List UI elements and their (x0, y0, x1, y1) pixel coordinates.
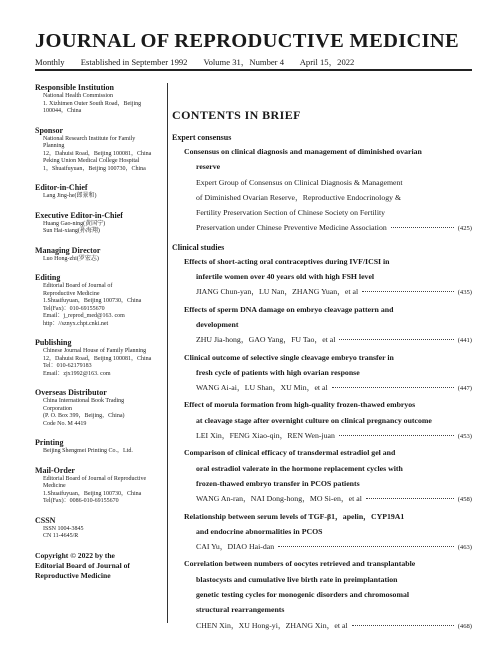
volume-number: Volume 31，Number 4 (203, 57, 284, 67)
title-line: development (196, 319, 239, 329)
dot-leader (332, 387, 454, 388)
dot-leader (278, 546, 454, 547)
sidebar-line: National Health Commission (43, 93, 113, 99)
dot-leader (366, 498, 454, 499)
sidebar-line: Beijing Shengmei Printing Co.，Ltd. (43, 448, 133, 454)
author-names: ZHU Jia-hong，GAO Yang，FU Tao，et al (196, 335, 336, 345)
author-names: CAI Yu，DIAO Hai-dan (196, 542, 275, 552)
toc-item-title (172, 397, 472, 428)
sidebar-line: Tel(Fax)：010-69155670 (43, 305, 105, 312)
sidebar-heading: Executive Editor-in-Chief (35, 210, 123, 220)
sidebar-line: Tel：010-62179183 (43, 363, 92, 369)
sidebar-line: 1，Shuaifuyuan，Beijing 100730，China (43, 165, 146, 172)
title-line: oral estradiol valerate in the hormone replacement cycles with (196, 463, 403, 473)
sidebar-block (35, 246, 165, 264)
dot-leader (352, 625, 454, 626)
sidebar-line: Reproductive Medicine (43, 290, 100, 297)
toc-item-title (172, 144, 472, 175)
toc-item[interactable] (172, 509, 472, 556)
title-line: Effect of morula formation from high-quality frozen-thawed embryos (184, 400, 416, 410)
toc-item[interactable] (172, 254, 472, 301)
issue-date: April 15，2022 (299, 57, 355, 67)
toc-item-authors (172, 539, 472, 555)
author-line: Preservation under Chinese Preventive Medicine Association (196, 223, 387, 233)
toc-item-authors (172, 332, 472, 348)
title-line: Relationship between serum levels of TGF-β1，apelin，CYP19A1 (184, 511, 405, 521)
title-line: Effects of short-acting oral contraceptives during IVF/ICSI in (184, 256, 390, 266)
toc-item[interactable] (172, 397, 472, 444)
sidebar-line: 100044，China (43, 108, 82, 114)
sidebar-line: Tel(Fax)：0086-010-69155670 (43, 498, 119, 504)
dot-leader (362, 291, 454, 292)
page-number: (463) (457, 544, 472, 552)
toc-item-title (172, 350, 472, 381)
sidebar-heading: Sponsor (35, 125, 64, 135)
toc-item-authors (172, 175, 472, 237)
sidebar-heading: Editor-in-Chief (35, 183, 88, 192)
page-number: (458) (457, 496, 472, 504)
sidebar-block (35, 211, 165, 236)
sidebar-line: Luo Hong-zhi(罗宏志) (43, 255, 99, 262)
masthead (35, 56, 475, 68)
sidebar-line: Editorial Board of Journal of (43, 283, 113, 289)
sidebar-line: 1. Xizhimen Outer South Road，Beijing (43, 100, 142, 107)
toc-item-title (172, 302, 472, 333)
author-line: Fertility Preservation Section of Chinese Society on Fertility (196, 208, 386, 218)
toc-item-authors (172, 284, 472, 300)
sidebar-heading: Printing (35, 438, 64, 447)
title-line: at cleavage stage after overnight culture on clinical pregnancy outcome (196, 415, 432, 425)
sidebar-line: http：//sznyx.chpt.cnki.net (43, 320, 109, 327)
sidebar-heading: CSSN (35, 515, 56, 525)
sidebar-line: 12，Dahuisi Road，Beijing 100081，China (43, 355, 152, 362)
sidebar-line: ISSN 1004-3845 (43, 525, 84, 532)
title-line: structural rearrangements (196, 605, 285, 615)
toc-item-authors (172, 428, 472, 444)
toc-item-expert-consensus[interactable] (172, 144, 472, 237)
title-line: Consensus on clinical diagnosis and management of diminished ovarian (184, 147, 422, 156)
sidebar-line: Editorial Board of Journal of Reproductive (43, 475, 147, 482)
sidebar-block (35, 388, 165, 428)
contents-title: CONTENTS IN BRIEF (172, 108, 301, 122)
sidebar-heading: Mail-Order (35, 465, 75, 475)
column-divider (167, 83, 168, 623)
sidebar-block (35, 516, 165, 541)
sidebar-line: 1.Shuaifuyuan，Beijing 100730，China (43, 298, 142, 304)
sidebar-heading: Overseas Distributor (35, 388, 107, 397)
sidebar-line: Sun Hai-xiang(孙海翔) (43, 228, 100, 234)
section-expert-consensus: Expert consensus (172, 133, 232, 142)
toc-item-title (172, 509, 472, 540)
toc-item-authors (172, 618, 472, 634)
copyright-line: Copyright © 2022 by the (35, 550, 115, 560)
author-line: Expert Group of Consensus on Clinical Diagnosis & Management (196, 177, 403, 187)
toc-item[interactable] (172, 445, 472, 507)
page-number: (441) (457, 337, 472, 345)
author-names: JIANG Chun-yan，LU Nan，ZHANG Yuan，et al (196, 287, 359, 297)
toc-item[interactable] (172, 302, 472, 349)
contents-column (172, 108, 472, 635)
page-number: (435) (457, 289, 472, 297)
copyright-notice (35, 551, 165, 581)
author-names: CHEN Xin，XU Hong-yi，ZHANG Xin，et al (196, 620, 348, 630)
toc-item-title (172, 254, 472, 285)
author-names: WANG An-ran，NAI Dong-hong，MO Si-en，et al (196, 494, 362, 504)
sidebar-heading: Responsible Institution (35, 83, 114, 92)
sidebar-line: CN 11-4645/R (43, 533, 79, 539)
sidebar-line: Email：zjx1992@163. com (43, 370, 111, 377)
toc-item[interactable] (172, 350, 472, 397)
sidebar-block (35, 126, 165, 174)
header-rule (35, 69, 472, 71)
sidebar-line: 12，Dahuisi Road，Beijing 100081，China (43, 150, 152, 157)
sidebar-block (35, 183, 165, 201)
sidebar-line: 1.Shuaifuyuan，Beijing 100730，China (43, 490, 142, 497)
toc-item-authors (172, 491, 472, 507)
sidebar-heading: Editing (35, 273, 61, 282)
title-line: frozen-thawed embryo transfer in PCOS patients (196, 478, 360, 488)
sidebar-line: Lang Jing-he(郎景和) (43, 193, 97, 199)
sidebar-block (35, 466, 165, 506)
copyright-line: Reproductive Medicine (35, 570, 111, 580)
title-line: Comparison of clinical efficacy of transdermal estradiol gel and (184, 448, 396, 458)
title-line: Correlation between numbers of oocytes retrieved and transplantable (184, 559, 416, 569)
sidebar-block (35, 338, 165, 378)
author-names: LEI Xin，FENG Xiao-qin，REN Wen-juan (196, 431, 335, 441)
toc-item-title (172, 445, 472, 491)
sidebar-line: Huang Gao-ning(黄国宁) (43, 220, 106, 227)
sidebar-line: China International Book Trading (43, 398, 125, 404)
frequency: Monthly (35, 57, 65, 67)
clinical-studies-list (172, 254, 472, 634)
masthead-sidebar (35, 83, 165, 581)
copyright-line: Editorial Board of Journal of (35, 560, 130, 570)
toc-item[interactable] (172, 556, 472, 633)
toc-item-authors (172, 380, 472, 396)
sidebar-block (35, 438, 165, 456)
sidebar-line: Chinese Journal House of Family Planning (43, 348, 147, 354)
sidebar-line: Code No. M 4419 (43, 420, 87, 427)
sidebar-heading: Publishing (35, 338, 72, 347)
sidebar-heading: Managing Director (35, 245, 101, 255)
journal-title: JOURNAL OF REPRODUCTIVE MEDICINE (35, 30, 459, 52)
sidebar-block (35, 273, 165, 328)
sidebar-line: Peking Union Medical College Hospital (43, 158, 140, 164)
dot-leader (339, 339, 453, 340)
author-line: of Diminished Ovarian Reserve，Reproductive Endocrinology & (196, 192, 402, 202)
author-line-last (196, 220, 472, 236)
sidebar-line: Email：j_reprod_med@163. com (43, 313, 125, 319)
sidebar-block (35, 83, 165, 116)
title-line: infertile women over 40 years old with high FSH level (196, 272, 375, 282)
title-line: genetic testing cycles for monogenic disorders and chromosomal (196, 590, 410, 600)
established: Established in September 1992 (80, 57, 188, 67)
title-line: and endocrine abnormalities in PCOS (196, 526, 323, 536)
sidebar-line: Planning (43, 143, 65, 149)
page-number: (453) (457, 433, 472, 441)
title-line: fresh cycle of patients with high ovarian response (196, 367, 360, 377)
author-names: WANG Ai-ai，LU Shan，XU Min，et al (196, 383, 328, 393)
sidebar-line: (P. O. Box 399，Beijing，China) (43, 413, 125, 419)
page-number: (425) (457, 225, 472, 233)
sidebar-line: Medicine (43, 483, 66, 489)
toc-item-title (172, 556, 472, 617)
title-line: blastocysts and cumulative live birth rate in preimplantation (196, 574, 398, 584)
page-number: (447) (457, 385, 472, 393)
sidebar-line: Corporation (43, 405, 72, 412)
title-line: Effects of sperm DNA damage on embryo cleavage pattern and (184, 304, 394, 314)
title-line: reserve (196, 162, 221, 172)
dot-leader (339, 435, 454, 436)
page-number: (468) (457, 622, 472, 630)
dot-leader (391, 227, 454, 228)
section-clinical-studies: Clinical studies (172, 242, 225, 252)
title-line: Clinical outcome of selective single cleavage embryo transfer in (184, 352, 394, 362)
sidebar-line: National Research Institute for Family (43, 135, 136, 142)
